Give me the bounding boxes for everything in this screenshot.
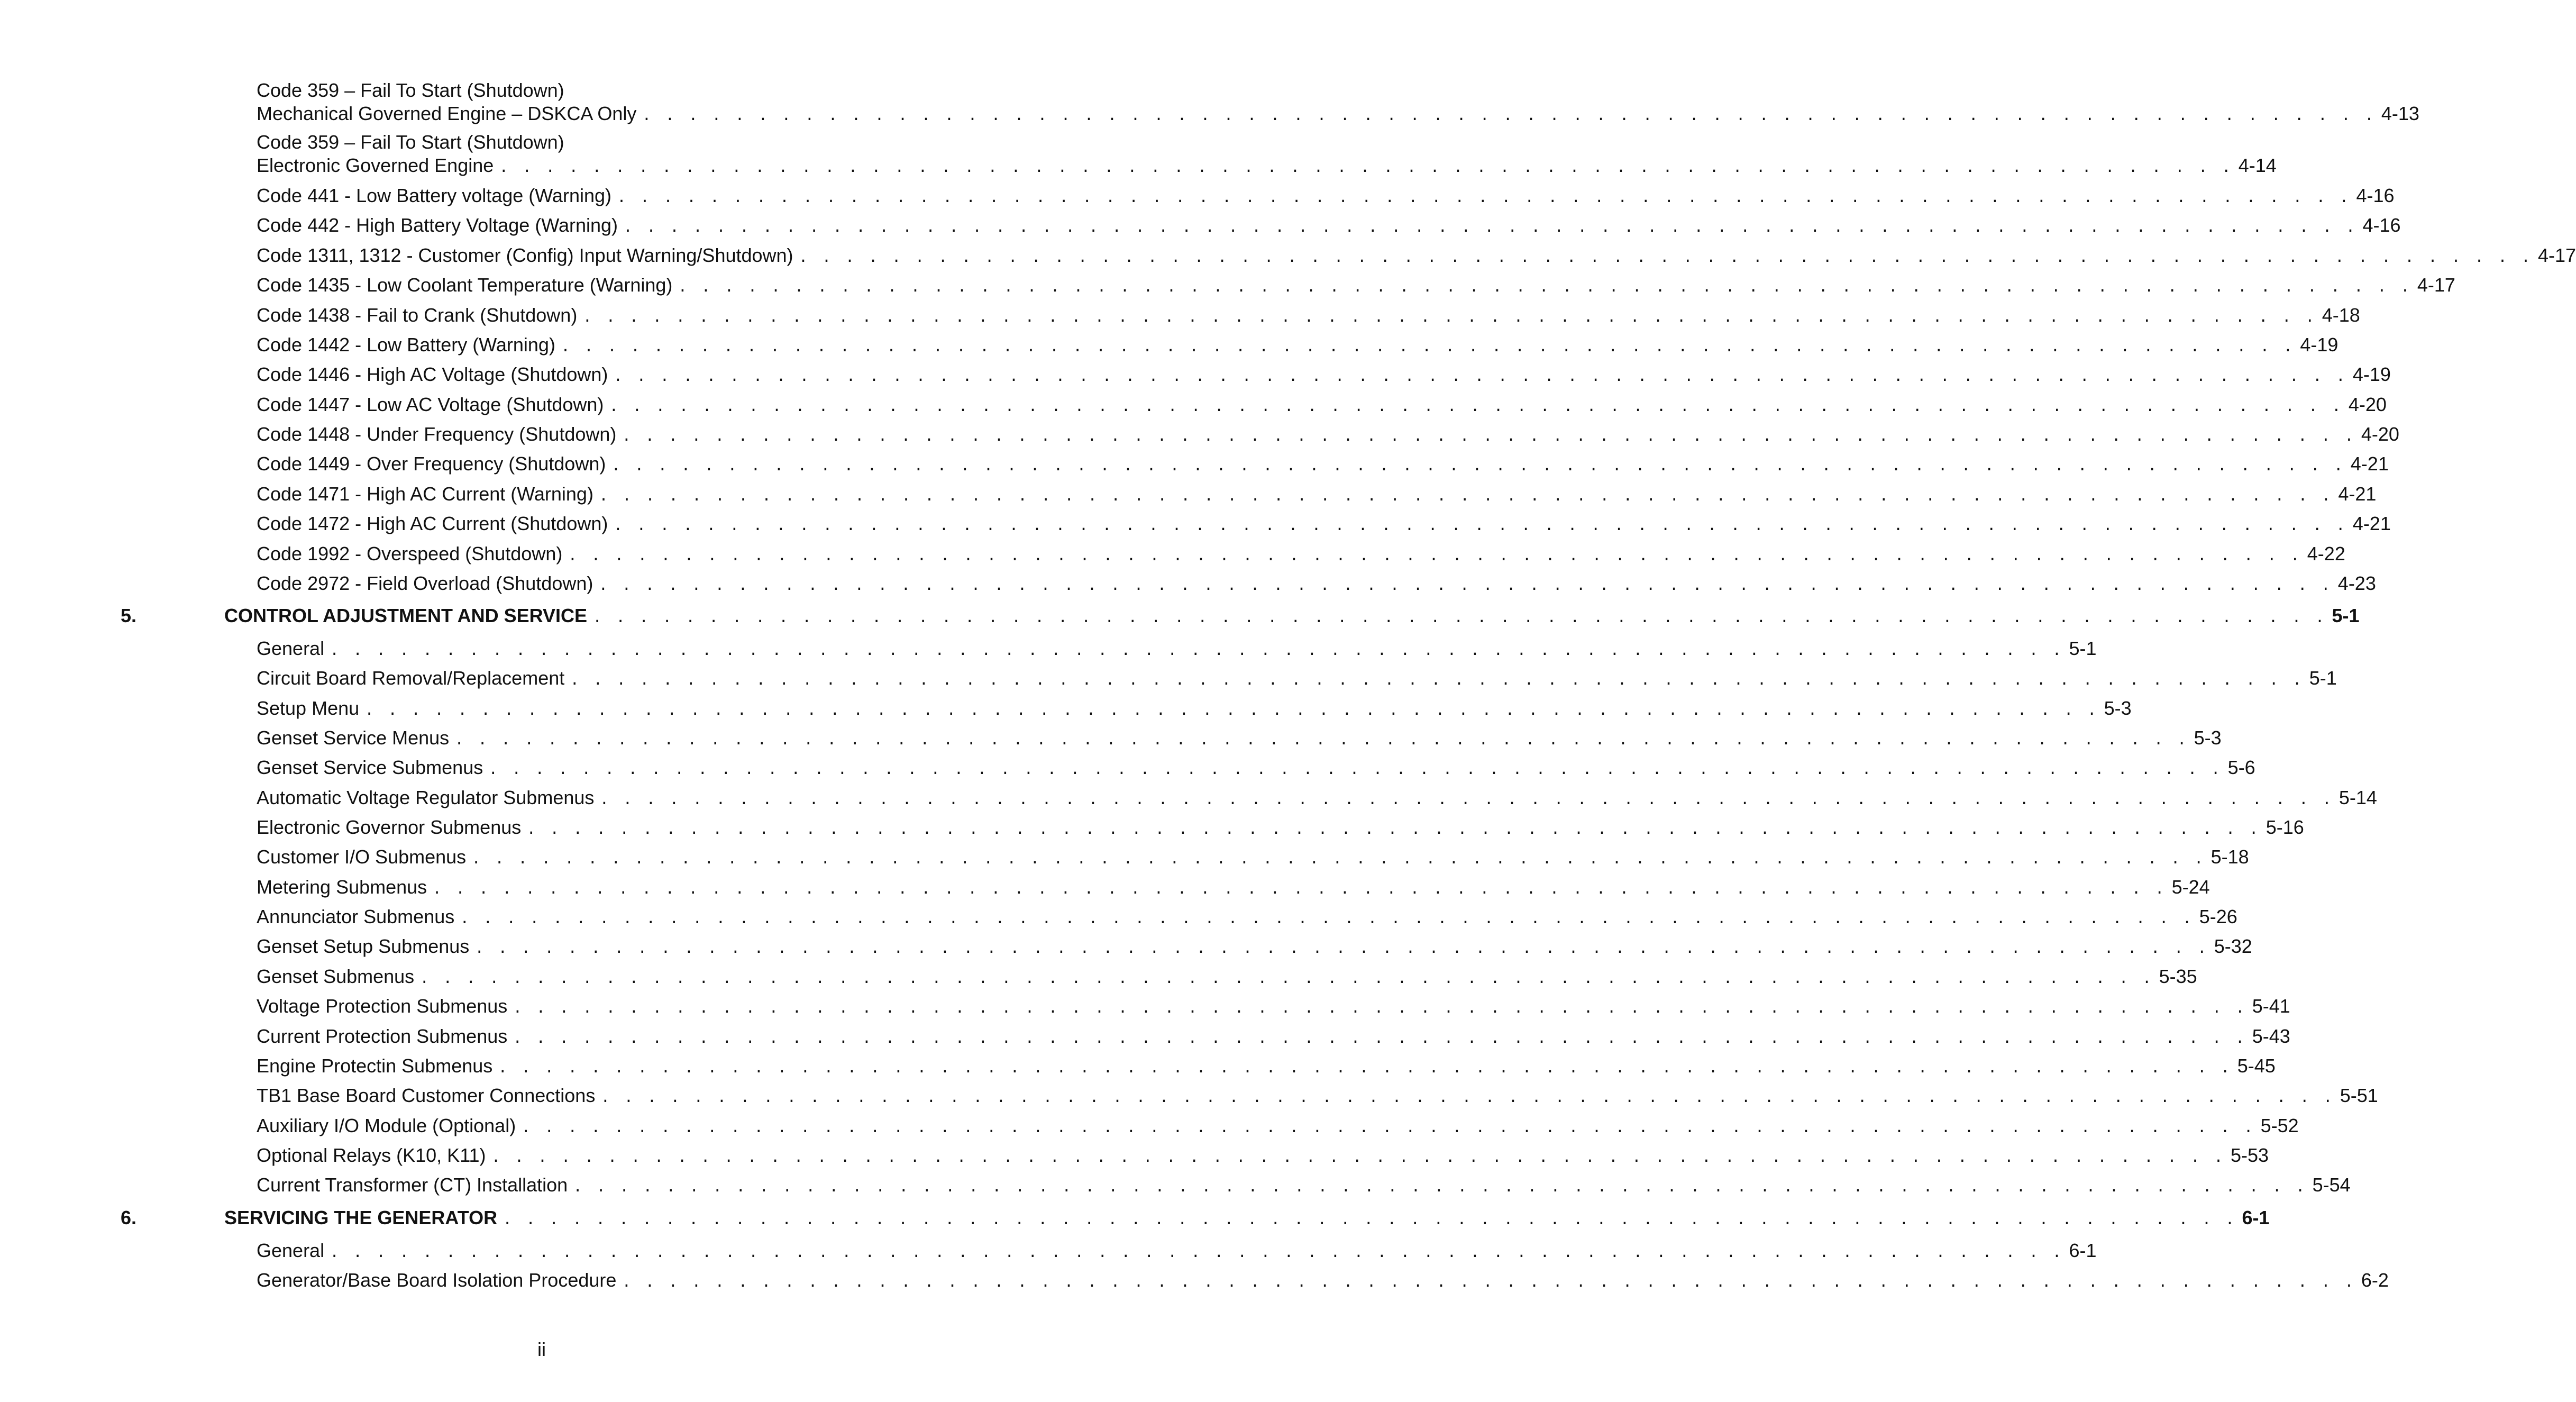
toc-entry[interactable]: [257, 543, 2345, 568]
page-reference: 6-2: [2361, 1269, 2389, 1291]
page-reference: 5-3: [2104, 697, 2132, 719]
toc-entry[interactable]: [257, 513, 2391, 538]
entry-title: Code 2972 - Field Overload (Shutdown): [257, 572, 593, 594]
entry-title: Code 1438 - Fail to Crank (Shutdown): [257, 304, 578, 326]
toc-entry[interactable]: [257, 1269, 2389, 1294]
toc-entry[interactable]: [257, 1240, 2097, 1264]
entry-title: Annunciator Submenus: [257, 906, 455, 927]
page-reference: 5-1: [2069, 638, 2097, 659]
entry-title: Automatic Voltage Regulator Submenus: [257, 787, 595, 808]
dot-leader: . . . . . . . . . . . . . . . . . . . . . . . . . . . . . . . . . . . . . . . . . . . . . . . . . . . . . . . . . . . . . . . . . . . . . . . . . . .: [498, 1060, 2232, 1078]
section-title: SERVICING THE GENERATOR: [224, 1207, 498, 1228]
toc-section-heading[interactable]: [121, 1207, 2270, 1232]
page-reference: 5-51: [2340, 1085, 2378, 1106]
page-reference: 4-21: [2350, 453, 2389, 475]
entry-title: Electronic Governor Submenus: [257, 816, 522, 838]
page-reference: 5-41: [2252, 995, 2290, 1017]
dot-leader: . . . . . . . . . . . . . . . . . . . . . . . . . . . . . . . . . . . . . . . . . . . . . . . . . . . . . . . . . . . . . . . . . . . . . . . . . . .: [460, 911, 2194, 928]
entry-title: Optional Relays (K10, K11): [257, 1144, 486, 1166]
dot-leader: . . . . . . . . . . . . . . . . . . . . . . . . . . . . . . . . . . . . . . . . . . . . . . . . . . . . . . . . . . . . . . . . . . . . . . . . . . .: [582, 309, 2317, 327]
dot-leader: . . . . . . . . . . . . . . . . . . . . . . . . . . . . . . . . . . . . . . . . . . . . . . . . . . . . . . . . . . . . . . . . . . . . . . . . . . .: [503, 1212, 2237, 1230]
page-reference: 5-1: [2309, 667, 2337, 689]
toc-entry[interactable]: [257, 995, 2290, 1020]
dot-leader: . . . . . . . . . . . . . . . . . . . . . . . . . . . . . . . . . . . . . . . . . . . . . . . . . . . . . . . . . . . . . . . . . . . . . . . . . . .: [499, 159, 2233, 177]
entry-title: Genset Setup Submenus: [257, 935, 470, 957]
page-reference: 5-45: [2237, 1055, 2276, 1077]
page-reference: 4-23: [2337, 572, 2376, 594]
page-reference: 5-6: [2227, 757, 2255, 778]
page-reference: 4-22: [2307, 543, 2345, 565]
dot-leader: . . . . . . . . . . . . . . . . . . . . . . . . . . . . . . . . . . . . . . . . . . . . . . . . . . . . . . . . . . . . . . . . . . . . . . . . . . .: [570, 672, 2304, 690]
dot-leader: . . . . . . . . . . . . . . . . . . . . . . . . . . . . . . . . . . . . . . . . . . . . . . . . . . . . . . . . . . . . . . . . . . . . . . . . . . .: [419, 970, 2154, 988]
toc-entry[interactable]: [257, 274, 2455, 299]
entry-title: Code 1311, 1312 - Customer (Config) Input Warning/Shutdown): [257, 244, 793, 266]
entry-title: Engine Protectin Submenus: [257, 1055, 493, 1077]
toc-entry[interactable]: [257, 1085, 2378, 1109]
entry-title: Circuit Board Removal/Replacement: [257, 667, 565, 689]
page-reference: 5-24: [2171, 876, 2210, 898]
dot-leader: . . . . . . . . . . . . . . . . . . . . . . . . . . . . . . . . . . . . . . . . . . . . . . . . . . . . . . . . . . . . . . . . . . . . . . . . . . .: [513, 1000, 2247, 1018]
toc-entry[interactable]: [257, 966, 2197, 990]
page-reference: 5-43: [2252, 1025, 2290, 1047]
page-reference: 5-54: [2312, 1174, 2351, 1196]
dot-leader: . . . . . . . . . . . . . . . . . . . . . . . . . . . . . . . . . . . . . . . . . . . . . . . . . . . . . . . . . . . . . . . . . . . . . . . . . . .: [613, 517, 2347, 535]
entry-title: Genset Service Menus: [257, 727, 450, 749]
toc-entry[interactable]: [257, 816, 2304, 841]
toc-entry[interactable]: [257, 334, 2339, 359]
page-reference: 4-21: [2352, 513, 2391, 534]
dot-leader: . . . . . . . . . . . . . . . . . . . . . . . . . . . . . . . . . . . . . . . . . . . . . . . . . . . . . . . . . . . . . . . . . . . . . . . . . . .: [642, 107, 2376, 125]
entry-title: Current Transformer (CT) Installation: [257, 1174, 568, 1196]
page-reference: 5-18: [2210, 846, 2249, 868]
page-reference: 4-20: [2361, 423, 2399, 445]
entry-title: Customer I/O Submenus: [257, 846, 467, 868]
page-number: ii: [537, 1339, 546, 1360]
page-reference: 5-26: [2199, 906, 2237, 927]
toc-entry[interactable]: [257, 103, 2419, 128]
toc-entry[interactable]: [257, 667, 2337, 692]
entry-title: Mechanical Governed Engine – DSKCA Only: [257, 103, 637, 124]
toc-entry[interactable]: [257, 697, 2132, 722]
dot-leader: . . . . . . . . . . . . . . . . . . . . . . . . . . . . . . . . . . . . . . . . . . . . . . . . . . . . . . . . . . . . . . . . . . . . . . . . . . .: [454, 732, 2189, 750]
section-title: CONTROL ADJUSTMENT AND SERVICE: [224, 605, 588, 626]
page-reference: 4-17: [2417, 274, 2455, 296]
section-number: 5.: [121, 605, 137, 626]
entry-title: Code 1442 - Low Battery (Warning): [257, 334, 555, 356]
entry-title: Code 1472 - High AC Current (Shutdown): [257, 513, 608, 534]
entry-title: Metering Submenus: [257, 876, 427, 898]
dot-leader: . . . . . . . . . . . . . . . . . . . . . . . . . . . . . . . . . . . . . . . . . . . . . . . . . . . . . . . . . . . . . . . . . . . . . . . . . . .: [491, 1149, 2225, 1167]
page-reference: 4-20: [2348, 394, 2387, 415]
dot-leader: . . . . . . . . . . . . . . . . . . . . . . . . . . . . . . . . . . . . . . . . . . . . . . . . . . . . . . . . . . . . . . . . . . . . . . . . . . .: [600, 1089, 2335, 1107]
toc-entry[interactable]: [257, 876, 2210, 901]
dot-leader: . . . . . . . . . . . . . . . . . . . . . . . . . . . . . . . . . . . . . . . . . . . . . . . . . . . . . . . . . . . . . . . . . . . . . . . . . . .: [613, 368, 2347, 386]
entry-title: Code 1447 - Low AC Voltage (Shutdown): [257, 394, 604, 415]
dot-leader: . . . . . . . . . . . . . . . . . . . . . . . . . . . . . . . . . . . . . . . . . . . . . . . . . . . . . . . . . . . . . . . . . . . . . . . . . . .: [599, 791, 2334, 809]
dot-leader: . . . . . . . . . . . . . . . . . . . . . . . . . . . . . . . . . . . . . . . . . . . . . . . . . . . . . . . . . . . . . . . . . . . . . . . . . . .: [330, 1244, 2064, 1262]
dot-leader: . . . . . . . . . . . . . . . . . . . . . . . . . . . . . . . . . . . . . . . . . . . . . . . . . . . . . . . . . . . . . . . . . . . . . . . . . . .: [598, 577, 2333, 595]
dot-leader: . . . . . . . . . . . . . . . . . . . . . . . . . . . . . . . . . . . . . . . . . . . . . . . . . . . . . . . . . . . . . . . . . . . . . . . . . . .: [623, 219, 2358, 237]
page-reference: 5-1: [2332, 605, 2360, 626]
page-reference: 4-14: [2238, 154, 2277, 176]
dot-leader: . . . . . . . . . . . . . . . . . . . . . . . . . . . . . . . . . . . . . . . . . . . . . . . . . . . . . . . . . . . . . . . . . . . . . . . . . . .: [678, 279, 2412, 297]
entry-title: Code 1471 - High AC Current (Warning): [257, 483, 593, 505]
page-reference: 4-16: [2362, 214, 2401, 236]
toc-section-heading[interactable]: [121, 605, 2360, 630]
entry-title: Code 442 - High Battery Voltage (Warning): [257, 214, 618, 236]
dot-leader: . . . . . . . . . . . . . . . . . . . . . . . . . . . . . . . . . . . . . . . . . . . . . . . . . . . . . . . . . . . . . . . . . . . . . . . . . . .: [364, 702, 2099, 720]
entry-title: Auxiliary I/O Module (Optional): [257, 1115, 516, 1136]
dot-leader: . . . . . . . . . . . . . . . . . . . . . . . . . . . . . . . . . . . . . . . . . . . . . . . . . . . . . . . . . . . . . . . . . . . . . . . . . . .: [568, 548, 2302, 566]
dot-leader: . . . . . . . . . . . . . . . . . . . . . . . . . . . . . . . . . . . . . . . . . . . . . . . . . . . . . . . . . . . . . . . . . . . . . . . . . . .: [798, 249, 2533, 267]
entry-title: Code 1992 - Overspeed (Shutdown): [257, 543, 563, 565]
entry-title: Genset Submenus: [257, 966, 415, 987]
toc-entry-first-line: Code 359 – Fail To Start (Shutdown): [257, 79, 564, 101]
dot-leader: . . . . . . . . . . . . . . . . . . . . . . . . . . . . . . . . . . . . . . . . . . . . . . . . . . . . . . . . . . . . . . . . . . . . . . . . . . .: [609, 398, 2343, 416]
toc-entry[interactable]: [257, 453, 2389, 478]
dot-leader: . . . . . . . . . . . . . . . . . . . . . . . . . . . . . . . . . . . . . . . . . . . . . . . . . . . . . . . . . . . . . . . . . . . . . . . . . . .: [622, 428, 2356, 446]
dot-leader: . . . . . . . . . . . . . . . . . . . . . . . . . . . . . . . . . . . . . . . . . . . . . . . . . . . . . . . . . . . . . . . . . . . . . . . . . . .: [521, 1119, 2255, 1137]
entry-title: TB1 Base Board Customer Connections: [257, 1085, 596, 1106]
dot-leader: . . . . . . . . . . . . . . . . . . . . . . . . . . . . . . . . . . . . . . . . . . . . . . . . . . . . . . . . . . . . . . . . . . . . . . . . . . .: [488, 761, 2223, 779]
dot-leader: . . . . . . . . . . . . . . . . . . . . . . . . . . . . . . . . . . . . . . . . . . . . . . . . . . . . . . . . . . . . . . . . . . . . . . . . . . .: [526, 821, 2261, 839]
toc-entry[interactable]: [257, 638, 2097, 662]
page-reference: 4-18: [2322, 304, 2360, 326]
toc-entry[interactable]: [257, 1055, 2276, 1080]
toc-entry[interactable]: [257, 1115, 2299, 1140]
page-reference: 4-16: [2356, 185, 2395, 206]
toc-entry[interactable]: [257, 154, 2277, 179]
page-reference: 5-16: [2266, 816, 2304, 838]
toc-entry[interactable]: [257, 214, 2401, 239]
page-reference: 5-53: [2230, 1144, 2269, 1166]
entry-title: General: [257, 638, 325, 659]
entry-title: Current Protection Submenus: [257, 1025, 508, 1047]
toc-entry[interactable]: [257, 185, 2395, 210]
dot-leader: . . . . . . . . . . . . . . . . . . . . . . . . . . . . . . . . . . . . . . . . . . . . . . . . . . . . . . . . . . . . . . . . . . . . . . . . . . .: [592, 609, 2327, 627]
toc-entry[interactable]: [257, 1174, 2351, 1199]
page-reference: 5-35: [2159, 966, 2197, 987]
dot-leader: . . . . . . . . . . . . . . . . . . . . . . . . . . . . . . . . . . . . . . . . . . . . . . . . . . . . . . . . . . . . . . . . . . . . . . . . . . .: [573, 1179, 2307, 1197]
dot-leader: . . . . . . . . . . . . . . . . . . . . . . . . . . . . . . . . . . . . . . . . . . . . . . . . . . . . . . . . . . . . . . . . . . . . . . . . . . .: [513, 1030, 2247, 1048]
dot-leader: . . . . . . . . . . . . . . . . . . . . . . . . . . . . . . . . . . . . . . . . . . . . . . . . . . . . . . . . . . . . . . . . . . . . . . . . . . .: [598, 488, 2333, 506]
page-reference: 4-13: [2381, 103, 2419, 124]
page-reference: 4-21: [2338, 483, 2377, 505]
toc-entry[interactable]: [257, 244, 2576, 269]
entry-title: Genset Service Submenus: [257, 757, 483, 778]
dot-leader: . . . . . . . . . . . . . . . . . . . . . . . . . . . . . . . . . . . . . . . . . . . . . . . . . . . . . . . . . . . . . . . . . . . . . . . . . . .: [432, 881, 2167, 899]
dot-leader: . . . . . . . . . . . . . . . . . . . . . . . . . . . . . . . . . . . . . . . . . . . . . . . . . . . . . . . . . . . . . . . . . . . . . . . . . . .: [617, 189, 2351, 207]
entry-title: Setup Menu: [257, 697, 360, 719]
toc-entry-first-line: Code 359 – Fail To Start (Shutdown): [257, 131, 564, 153]
page-reference: 4-19: [2352, 363, 2391, 385]
toc-entry[interactable]: [257, 846, 2249, 871]
entry-title: Code 441 - Low Battery voltage (Warning): [257, 185, 611, 206]
dot-leader: . . . . . . . . . . . . . . . . . . . . . . . . . . . . . . . . . . . . . . . . . . . . . . . . . . . . . . . . . . . . . . . . . . . . . . . . . . .: [622, 1274, 2356, 1292]
page-reference: 6-1: [2069, 1240, 2097, 1261]
toc-entry[interactable]: [257, 1025, 2290, 1050]
entry-title: Voltage Protection Submenus: [257, 995, 508, 1017]
toc-entry[interactable]: [257, 394, 2387, 418]
entry-title: Code 1449 - Over Frequency (Shutdown): [257, 453, 606, 475]
dot-leader: . . . . . . . . . . . . . . . . . . . . . . . . . . . . . . . . . . . . . . . . . . . . . . . . . . . . . . . . . . . . . . . . . . . . . . . . . . .: [560, 339, 2295, 357]
section-number: 6.: [121, 1207, 137, 1228]
toc-entry[interactable]: [257, 304, 2360, 329]
toc-entry[interactable]: [257, 787, 2377, 812]
page-reference: 5-52: [2260, 1115, 2299, 1136]
toc-entry[interactable]: [257, 935, 2252, 960]
toc-entry[interactable]: [257, 572, 2376, 597]
entry-title: Code 1435 - Low Coolant Temperature (Warning): [257, 274, 673, 296]
toc-entry[interactable]: [257, 363, 2391, 388]
toc-entry[interactable]: [257, 727, 2222, 752]
toc-entry[interactable]: [257, 757, 2255, 781]
dot-leader: . . . . . . . . . . . . . . . . . . . . . . . . . . . . . . . . . . . . . . . . . . . . . . . . . . . . . . . . . . . . . . . . . . . . . . . . . . .: [611, 458, 2345, 476]
page-reference: 6-1: [2242, 1207, 2270, 1228]
dot-leader: . . . . . . . . . . . . . . . . . . . . . . . . . . . . . . . . . . . . . . . . . . . . . . . . . . . . . . . . . . . . . . . . . . . . . . . . . . .: [330, 642, 2064, 660]
toc-entry[interactable]: [257, 423, 2399, 448]
page-reference: 4-19: [2300, 334, 2339, 356]
toc-entry[interactable]: [257, 1144, 2269, 1169]
toc-entry[interactable]: [257, 483, 2377, 508]
toc-entry[interactable]: [257, 906, 2237, 931]
entry-title: General: [257, 1240, 325, 1261]
entry-title: Generator/Base Board Isolation Procedure: [257, 1269, 617, 1291]
entry-title: Code 1448 - Under Frequency (Shutdown): [257, 423, 617, 445]
page-reference: 5-32: [2214, 935, 2252, 957]
entry-title: Code 1446 - High AC Voltage (Shutdown): [257, 363, 608, 385]
entry-title: Electronic Governed Engine: [257, 154, 494, 176]
page-reference: 5-14: [2339, 787, 2377, 808]
dot-leader: . . . . . . . . . . . . . . . . . . . . . . . . . . . . . . . . . . . . . . . . . . . . . . . . . . . . . . . . . . . . . . . . . . . . . . . . . . .: [471, 851, 2206, 869]
page-reference: 5-3: [2194, 727, 2222, 749]
dot-leader: . . . . . . . . . . . . . . . . . . . . . . . . . . . . . . . . . . . . . . . . . . . . . . . . . . . . . . . . . . . . . . . . . . . . . . . . . . .: [474, 940, 2209, 958]
page-reference: 4-17: [2537, 244, 2576, 266]
